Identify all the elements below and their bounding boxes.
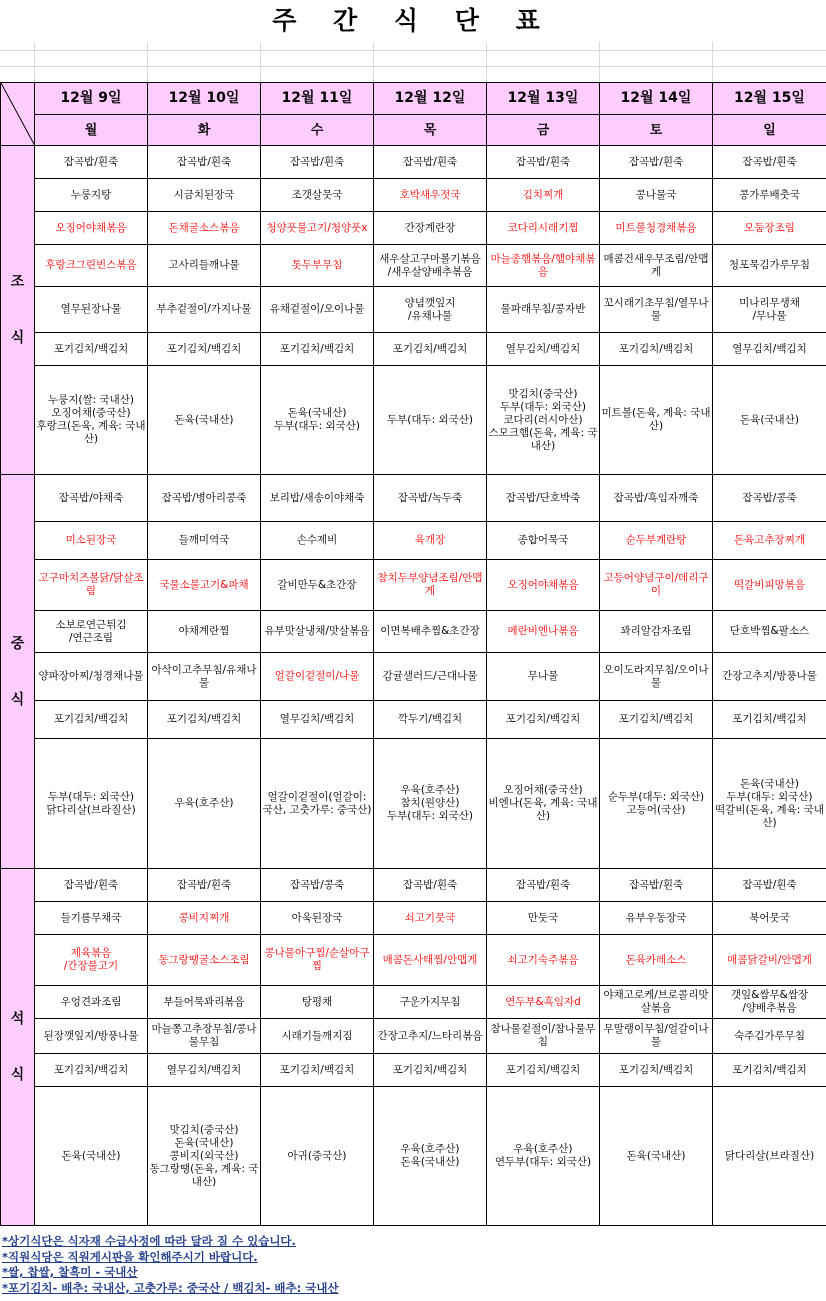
menu-cell: 후랑크그린빈스볶음 <box>35 245 148 287</box>
menu-cell: 포기김치/백김치 <box>600 333 713 366</box>
meal-label: 조 식 <box>1 146 35 475</box>
menu-cell: 감귤샐러드/근대나물 <box>374 653 487 701</box>
origin-cell: 우육(호주산) 돈육(국내산) <box>374 1087 487 1226</box>
menu-cell: 톳두부무침 <box>261 245 374 287</box>
menu-cell: 콩나물아구찜/순살아구찜 <box>261 935 374 986</box>
footnote: *상기식단은 식자재 수급사정에 따라 달라 질 수 있습니다. <box>2 1234 296 1248</box>
menu-cell: 부들어묵꽈리볶음 <box>148 986 261 1019</box>
menu-cell: 얼갈이겉절이/나물 <box>261 653 374 701</box>
menu-cell: 잡곡밥/콩죽 <box>261 869 374 902</box>
menu-cell: 포기김치/백김치 <box>600 701 713 739</box>
footnote: *쌀, 찹쌀, 찰흑미 - 국내산 <box>2 1265 138 1279</box>
menu-cell: 잡곡밥/야채죽 <box>35 475 148 522</box>
menu-cell: 시금치된장국 <box>148 179 261 212</box>
origin-cell: 순두부(대두: 외국산) 고등어(국산) <box>600 739 713 869</box>
menu-cell: 들깨미역국 <box>148 522 261 560</box>
origin-cell: 맛김치(중국산) 두부(대두: 외국산) 코다리(러시아산) 스모크햄(돈육, 계육: 국내산) <box>487 366 600 475</box>
menu-cell: 코다리시래기찜 <box>487 212 600 245</box>
date-header: 12월 14일 <box>600 83 713 115</box>
weekday-header: 수 <box>261 115 374 146</box>
menu-cell: 간장계란장 <box>374 212 487 245</box>
menu-cell: 마늘쫑고추장무침/콩나물무침 <box>148 1019 261 1054</box>
menu-cell: 누룽지탕 <box>35 179 148 212</box>
origin-cell: 돈육(국내산) 두부(대두: 외국산) <box>261 366 374 475</box>
menu-cell: 물파래무침/콩자반 <box>487 287 600 333</box>
menu-cell: 청포묵김가루무침 <box>713 245 826 287</box>
menu-cell: 쇠고기숙주볶음 <box>487 935 600 986</box>
menu-cell: 깍두기/백김치 <box>374 701 487 739</box>
menu-cell: 잡곡밥/흰죽 <box>713 146 826 179</box>
footnote: *직원식당은 직원게시판을 확인해주시기 바랍니다. <box>2 1249 258 1264</box>
menu-cell: 갈비만두&초간장 <box>261 560 374 611</box>
menu-cell: 제육볶음 /간장불고기 <box>35 935 148 986</box>
menu-cell: 잡곡밥/흰죽 <box>374 146 487 179</box>
menu-cell: 갯잎&쌈무&쌈장 /양배추볶음 <box>713 986 826 1019</box>
menu-cell: 순두부계란탕 <box>600 522 713 560</box>
menu-cell: 손수제비 <box>261 522 374 560</box>
weekday-header: 토 <box>600 115 713 146</box>
menu-cell: 잡곡밥/흰죽 <box>600 869 713 902</box>
weekday-header: 화 <box>148 115 261 146</box>
menu-cell: 꼬시래기초무침/열무나물 <box>600 287 713 333</box>
menu-cell: 양념깻잎지 /유채나물 <box>374 287 487 333</box>
menu-cell: 포기김치/백김치 <box>487 701 600 739</box>
menu-cell: 포기김치/백김치 <box>713 701 826 739</box>
menu-cell: 포기김치/백김치 <box>35 1054 148 1087</box>
page-title: 주 간 식 단 표 <box>272 6 554 35</box>
menu-cell: 북어뭇국 <box>713 902 826 935</box>
footnotes <box>2 1234 822 1296</box>
menu-cell: 잡곡밥/녹두죽 <box>374 475 487 522</box>
menu-cell: 단호박찜&팔소스 <box>713 611 826 653</box>
menu-cell: 새우살고구마볼기볶음 /새우살양배추볶음 <box>374 245 487 287</box>
menu-cell: 포기김치/백김치 <box>148 701 261 739</box>
menu-cell: 잡곡밥/흰죽 <box>148 869 261 902</box>
menu-cell: 무말랭이무침/얼갈이나물 <box>600 1019 713 1054</box>
menu-cell: 우엉견과조림 <box>35 986 148 1019</box>
menu-cell: 유부우동장국 <box>600 902 713 935</box>
menu-cell: 야채계란찜 <box>148 611 261 653</box>
menu-cell: 메란비엔나볶음 <box>487 611 600 653</box>
menu-cell: 꽈리알감자조림 <box>600 611 713 653</box>
menu-cell: 잡곡밥/단호박죽 <box>487 475 600 522</box>
menu-cell: 무나물 <box>487 653 600 701</box>
date-header: 12월 13일 <box>487 83 600 115</box>
menu-cell: 오징어야채볶음 <box>35 212 148 245</box>
diagonal-line <box>1 83 35 146</box>
menu-cell: 잡곡밥/흑임자깨죽 <box>600 475 713 522</box>
menu-cell: 포기김치/백김치 <box>35 701 148 739</box>
menu-cell: 포기김치/백김치 <box>600 1054 713 1087</box>
menu-cell: 종합어묵국 <box>487 522 600 560</box>
menu-cell: 잡곡밥/흰죽 <box>487 146 600 179</box>
menu-cell: 잡곡밥/흰죽 <box>374 869 487 902</box>
menu-cell: 연두부&흑임자d <box>487 986 600 1019</box>
menu-cell: 시래기들깨지짐 <box>261 1019 374 1054</box>
menu-cell: 간장고추지/방풍나물 <box>713 653 826 701</box>
origin-cell: 돈육(국내산) 두부(대두: 외국산) 떡갈비(돈육, 계육: 국내산) <box>713 739 826 869</box>
menu-cell: 고등어양념구이/데리구이 <box>600 560 713 611</box>
menu-cell: 유부맛살냉채/맛살볶음 <box>261 611 374 653</box>
menu-cell: 간장고추지/느타리볶음 <box>374 1019 487 1054</box>
menu-cell: 잡곡밥/콩죽 <box>713 475 826 522</box>
menu-cell: 구운가지무침 <box>374 986 487 1019</box>
menu-cell: 포기김치/백김치 <box>261 333 374 366</box>
menu-cell: 들기름무채국 <box>35 902 148 935</box>
menu-cell: 아삭이고추무침/유채나물 <box>148 653 261 701</box>
spreadsheet-gridlines <box>0 42 826 82</box>
menu-cell: 떡갈비피망볶음 <box>713 560 826 611</box>
menu-cell: 참치두부양념조림/안맵게 <box>374 560 487 611</box>
weekly-menu-table <box>0 82 826 1226</box>
menu-cell: 탕평채 <box>261 986 374 1019</box>
footnote: *포기김치- 배추: 국내산, 고춧가루: 중국산 / 백김치- 배추: 국내산 <box>2 1280 339 1295</box>
menu-cell: 열무김치/백김치 <box>713 333 826 366</box>
menu-cell: 열무된장나물 <box>35 287 148 333</box>
origin-cell: 돈육(국내산) <box>35 1087 148 1226</box>
origin-cell: 돈육(국내산) <box>148 366 261 475</box>
weekday-header: 일 <box>713 115 826 146</box>
menu-cell: 호박새우젓국 <box>374 179 487 212</box>
menu-cell: 양파장아찌/청경채나물 <box>35 653 148 701</box>
menu-cell: 잡곡밥/병아리콩죽 <box>148 475 261 522</box>
weekday-header: 목 <box>374 115 487 146</box>
menu-cell: 포기김치/백김치 <box>148 333 261 366</box>
menu-cell: 고구마치즈볼닭/닭살조림 <box>35 560 148 611</box>
origin-cell: 우육(호주산) 연두부(대두: 외국산) <box>487 1087 600 1226</box>
menu-cell: 포기김치/백김치 <box>374 333 487 366</box>
menu-cell: 유채겉절이/오이나물 <box>261 287 374 333</box>
menu-cell: 아욱된장국 <box>261 902 374 935</box>
menu-cell: 미나리무생채 /무나물 <box>713 287 826 333</box>
menu-cell: 포기김치/백김치 <box>487 1054 600 1087</box>
menu-cell: 쇠고기뭇국 <box>374 902 487 935</box>
weekday-header: 금 <box>487 115 600 146</box>
menu-cell: 부추겉절이/가지나물 <box>148 287 261 333</box>
menu-cell: 포기김치/백김치 <box>35 333 148 366</box>
menu-cell: 매콤돈사태찜/안맵게 <box>374 935 487 986</box>
date-header: 12월 15일 <box>713 83 826 115</box>
origin-cell: 우육(호주산) <box>148 739 261 869</box>
menu-cell: 김치찌개 <box>487 179 600 212</box>
menu-cell: 오징어야채볶음 <box>487 560 600 611</box>
origin-cell: 두부(대두: 외국산) <box>374 366 487 475</box>
origin-cell: 맛김치(중국산) 돈육(국내산) 콩비지(외국산) 동그랑땡(돈육, 계육: 국내산) <box>148 1087 261 1226</box>
menu-cell: 포기김치/백김치 <box>261 1054 374 1087</box>
menu-cell: 이면복배추찜&초간장 <box>374 611 487 653</box>
menu-cell: 청양풋불고기/청양풋x <box>261 212 374 245</box>
menu-cell: 동그랑땡굴소스조림 <box>148 935 261 986</box>
origin-cell: 아귀(중국산) <box>261 1087 374 1226</box>
menu-cell: 육개장 <box>374 522 487 560</box>
menu-cell: 매콤건새우무조림/안맵게 <box>600 245 713 287</box>
menu-cell: 잡곡밥/흰죽 <box>35 146 148 179</box>
menu-cell: 된장깻잎지/방풍나물 <box>35 1019 148 1054</box>
origin-cell: 미트볼(돈육, 계육: 국내산) <box>600 366 713 475</box>
menu-cell: 포기김치/백김치 <box>374 1054 487 1087</box>
menu-cell: 조갯살뭇국 <box>261 179 374 212</box>
menu-cell: 마늘종햄볶음/햄야채볶음 <box>487 245 600 287</box>
menu-cell: 오이도라지무침/오이나물 <box>600 653 713 701</box>
weekday-header: 월 <box>35 115 148 146</box>
date-header: 12월 11일 <box>261 83 374 115</box>
menu-cell: 열무김치/백김치 <box>148 1054 261 1087</box>
menu-cell: 잡곡밥/흰죽 <box>35 869 148 902</box>
menu-cell: 모둠장조림 <box>713 212 826 245</box>
menu-cell: 매콤닭갈비/안맵게 <box>713 935 826 986</box>
origin-cell: 오징어채(중국산) 비엔나(돈육, 계육: 국내산) <box>487 739 600 869</box>
date-header: 12월 10일 <box>148 83 261 115</box>
menu-cell: 열무김치/백김치 <box>487 333 600 366</box>
menu-cell: 돈채굴소스볶음 <box>148 212 261 245</box>
menu-cell: 잡곡밥/흰죽 <box>600 146 713 179</box>
menu-cell: 돈육카레소스 <box>600 935 713 986</box>
date-header: 12월 12일 <box>374 83 487 115</box>
menu-cell: 잡곡밥/흰죽 <box>487 869 600 902</box>
menu-cell: 숙주김가루무침 <box>713 1019 826 1054</box>
origin-cell: 누룽지(쌀: 국내산) 오징어채(중국산) 후랑크(돈육, 계육: 국내산) <box>35 366 148 475</box>
origin-cell: 두부(대두: 외국산) 닭다리살(브라질산) <box>35 739 148 869</box>
menu-cell: 잡곡밥/흰죽 <box>148 146 261 179</box>
menu-cell: 콩비지찌개 <box>148 902 261 935</box>
origin-cell: 얼갈이겉절이(얼갈이: 국산, 고춧가루: 중국산) <box>261 739 374 869</box>
menu-cell: 미소된장국 <box>35 522 148 560</box>
date-header: 12월 9일 <box>35 83 148 115</box>
origin-cell: 닭다리살(브라질산) <box>713 1087 826 1226</box>
corner-cell <box>1 83 35 146</box>
menu-cell: 콩나물국 <box>600 179 713 212</box>
menu-cell: 야채고로케/브로콜리맛살볶음 <box>600 986 713 1019</box>
menu-cell: 잡곡밥/흰죽 <box>261 146 374 179</box>
origin-cell: 돈육(국내산) <box>713 366 826 475</box>
origin-cell: 우육(호주산) 참치(원양산) 두부(대두: 외국산) <box>374 739 487 869</box>
meal-label: 석 식 <box>1 869 35 1226</box>
menu-cell: 포기김치/백김치 <box>713 1054 826 1087</box>
menu-cell: 미트볼청경채볶음 <box>600 212 713 245</box>
menu-cell: 돈육고추장찌개 <box>713 522 826 560</box>
menu-cell: 고사리들깨나물 <box>148 245 261 287</box>
menu-cell: 국물소불고기&파채 <box>148 560 261 611</box>
menu-cell: 보리밥/새송이야채죽 <box>261 475 374 522</box>
menu-cell: 소보로연근튀김 /연근조림 <box>35 611 148 653</box>
menu-cell: 만둣국 <box>487 902 600 935</box>
menu-cell: 참나물겉절이/참나물무침 <box>487 1019 600 1054</box>
menu-cell: 콩가루배춧국 <box>713 179 826 212</box>
menu-cell: 열무김치/백김치 <box>261 701 374 739</box>
menu-cell: 잡곡밥/흰죽 <box>713 869 826 902</box>
meal-label: 중 식 <box>1 475 35 869</box>
origin-cell: 돈육(국내산) <box>600 1087 713 1226</box>
